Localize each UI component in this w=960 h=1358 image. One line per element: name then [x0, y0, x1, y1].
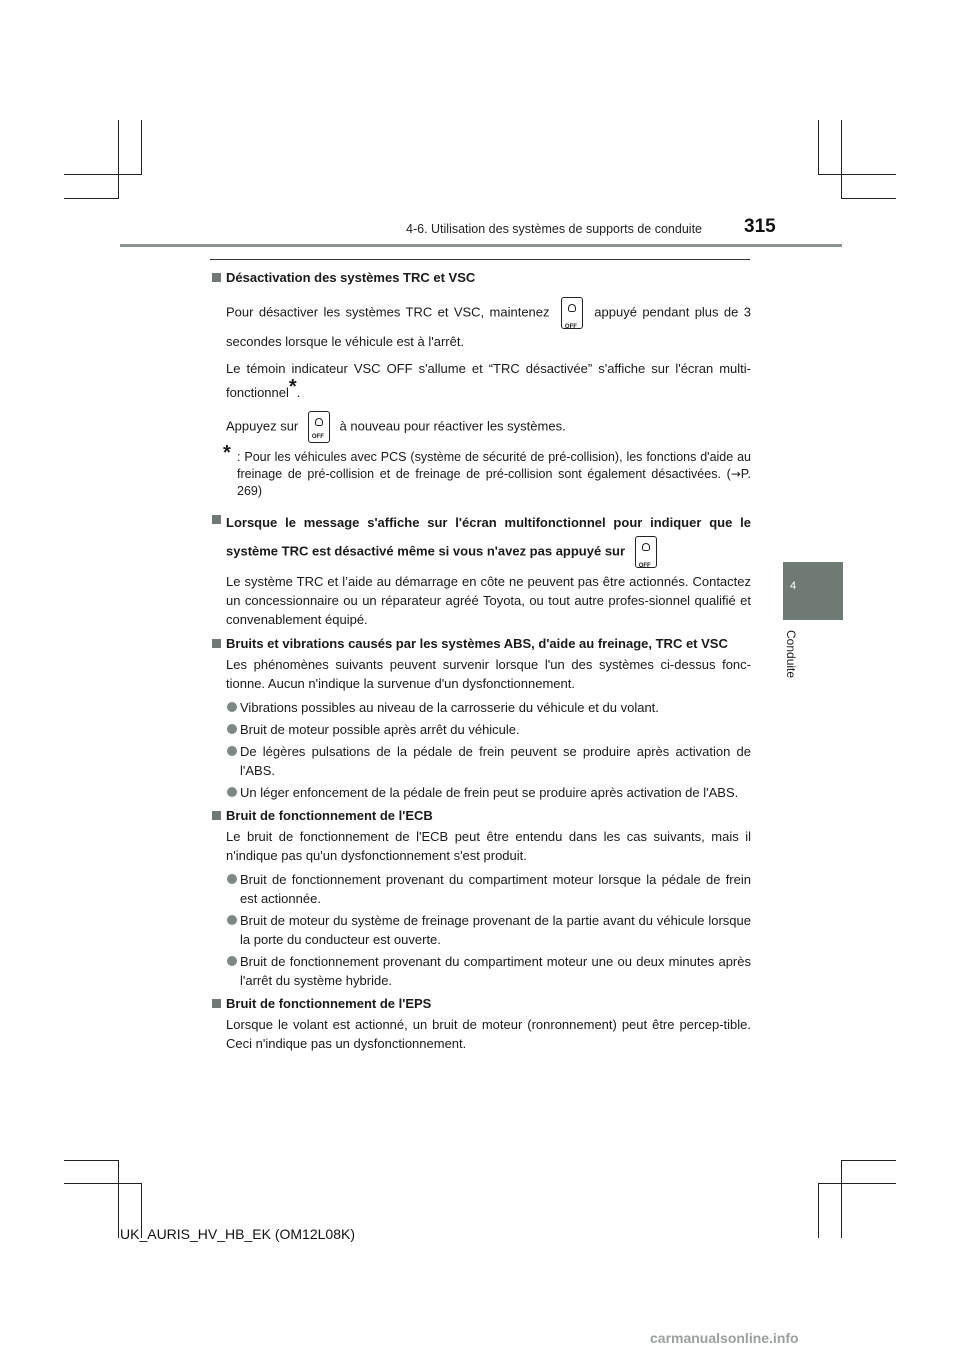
paragraph: Appuyez sur OFF à nouveau pour réactiver les systèmes.	[210, 411, 751, 443]
watermark: carmanualsonline.info	[650, 1330, 799, 1346]
page-content	[210, 268, 751, 1053]
vsc-off-icon	[308, 411, 330, 443]
vsc-off-icon	[561, 297, 583, 329]
crop-mark	[64, 1183, 142, 1184]
footnote-mark: *	[223, 442, 231, 464]
crop-mark	[64, 174, 142, 175]
crop-mark	[841, 1160, 842, 1238]
crop-mark	[64, 198, 119, 199]
list-item: Bruit de moteur du système de freinage provenant de la partie avant du véhicule lorsque la porte du conducteur est ouverte.	[210, 911, 751, 949]
list-item: Vibrations possibles au niveau de la carrosserie du véhicule et du volant.	[210, 698, 751, 717]
crop-mark	[141, 120, 142, 175]
content-top-rule	[210, 259, 750, 260]
footnote-star: *	[288, 376, 297, 398]
paragraph: Le bruit de fonctionnement de l'ECB peut être entendu dans les cas suivants, mais il n'indique pas qu'un dysfonctionnement s'est produit.	[226, 829, 751, 863]
paragraph: Le système TRC et l’aide au démarrage en côte ne peuvent pas être actionnés. Contactez un concessionnaire ou un réparateur agréé Toyota, ou tout autre profes-sionnel qualifié et convenablement équipé.	[226, 574, 751, 627]
paragraph: Pour désactiver les systèmes TRC et VSC, maintenez OFF appuyé pendant plus de 3 secondes lorsque le véhicule est à l'arrêt.	[210, 297, 751, 355]
crop-mark	[118, 120, 119, 198]
list-item: Bruit de fonctionnement provenant du compartiment moteur une ou deux minutes après l'arrêt du système hybride.	[210, 952, 751, 990]
chapter-tab	[783, 562, 843, 620]
chapter-number: 4	[790, 580, 797, 592]
crop-mark	[818, 1183, 896, 1184]
list-item: Un léger enfoncement de la pédale de frein peut se produire après activation de l'ABS.	[210, 783, 751, 802]
list-item: Bruit de moteur possible après arrêt du véhicule.	[210, 720, 751, 739]
chapter-label	[784, 630, 806, 700]
arrow-icon: →	[730, 467, 741, 481]
section-heading: Désactivation des systèmes TRC et VSC	[210, 268, 751, 287]
crop-mark	[818, 120, 819, 175]
list-item: Bruit de fonctionnement provenant du compartiment moteur lorsque la pédale de frein est actionnée.	[210, 870, 751, 908]
crop-mark	[841, 198, 896, 199]
paragraph: Lorsque le volant est actionné, un bruit de moteur (ronronnement) peut être percep-tible. Ceci n'indique pas un dysfonctionnement.	[226, 1017, 751, 1051]
section-heading: Bruit de fonctionnement de l'EPS	[210, 994, 751, 1013]
vsc-off-icon	[635, 536, 657, 568]
document-code: UK_AURIS_HV_HB_EK (OM12L08K)	[120, 1226, 355, 1242]
paragraph: Les phénomènes suivants peuvent survenir lorsque l'un des systèmes ci-dessus fonc-tionne. Aucun n'indique la survenue d'un dysfonctionnement.	[226, 657, 751, 691]
crop-mark	[841, 1160, 896, 1161]
section-title: 4-6. Utilisation des systèmes de supports de conduite	[406, 222, 702, 236]
crop-mark	[818, 1183, 819, 1238]
section-heading: Lorsque le message s'affiche sur l'écran multifonctionnel pour indiquer que le système TRC est désactivé même si vous n'avez pas appuyé sur OFF	[210, 510, 751, 568]
crop-mark	[818, 174, 896, 175]
section-heading: Bruit de fonctionnement de l'ECB	[210, 806, 751, 825]
chapter-label-text: Conduite	[784, 630, 798, 679]
crop-mark	[118, 1160, 119, 1238]
page-reference[interactable]: P. 269)	[237, 467, 751, 498]
crop-mark	[841, 120, 842, 198]
list-item: De légères pulsations de la pédale de frein peuvent se produire après activation de l'ABS.	[210, 742, 751, 780]
footnote: * : Pour les véhicules avec PCS (système de sécurité de pré-collision), les fonctions d'aide au freinage de pré-collision et de freinage de pré-collision sont également désactivées. (→P. 269)	[223, 442, 751, 498]
crop-mark	[64, 1160, 119, 1161]
page-number: 315	[744, 216, 776, 237]
header-rule	[120, 244, 842, 247]
section-heading: Bruits et vibrations causés par les systèmes ABS, d'aide au freinage, TRC et VSC	[210, 634, 751, 653]
paragraph: Le témoin indicateur VSC OFF s'allume et “TRC désactivée” s'affiche sur l'écran multi-fonctionnel*.	[226, 361, 751, 400]
